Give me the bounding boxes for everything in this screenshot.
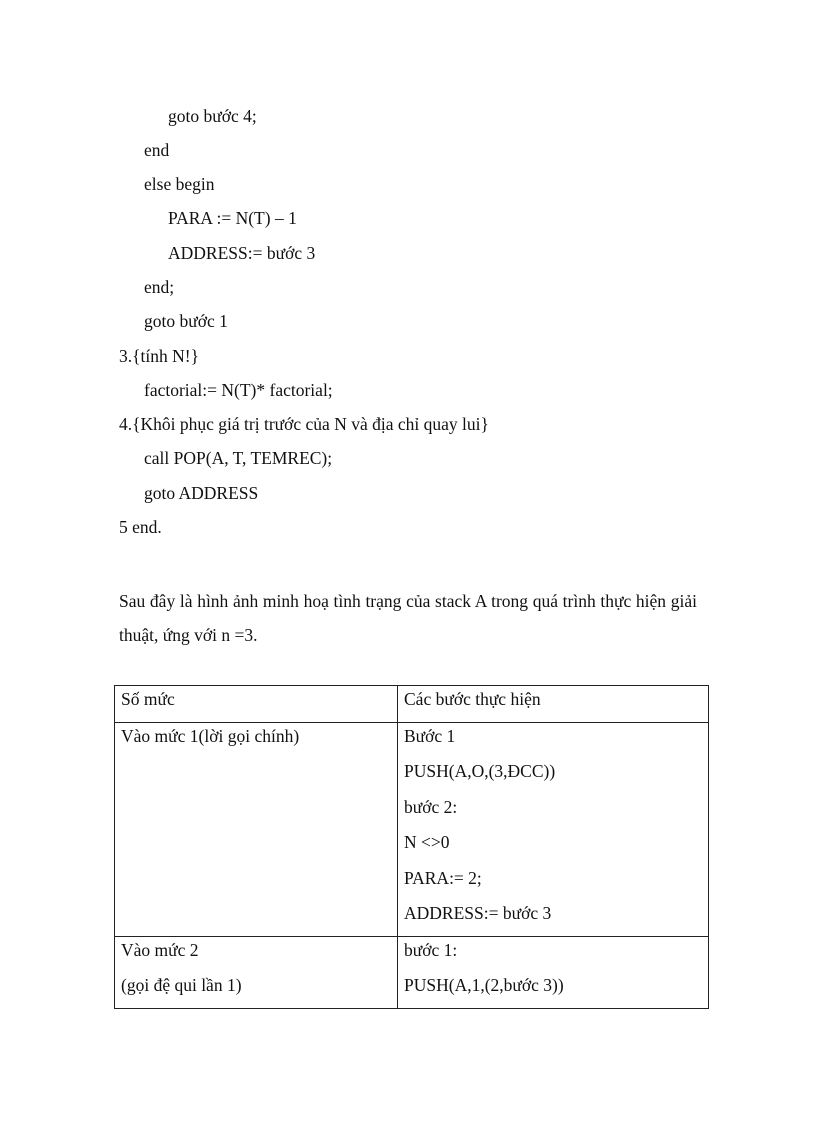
level-cell — [115, 936, 398, 1008]
code-line: else begin — [144, 174, 215, 194]
cell-line: ADDRESS:= bước 3 — [404, 903, 552, 923]
cell-line: Vào mức 2 — [121, 939, 199, 960]
cell-line: N <>0 — [404, 832, 450, 852]
code-line: call POP(A, T, TEMREC); — [144, 448, 333, 468]
header-cell-level — [115, 686, 398, 723]
cell-line: PUSH(A,O,(3,ĐCC)) — [404, 761, 556, 781]
header-cell-steps — [398, 686, 709, 723]
table-row — [115, 722, 709, 936]
steps-cell — [398, 722, 709, 936]
cell-line: PARA:= 2; — [404, 867, 482, 888]
header-label: Các bước thực hiện — [404, 689, 541, 709]
cell-line: bước 1: — [404, 939, 458, 960]
cell-line: (gọi đệ qui lần 1) — [121, 975, 242, 995]
code-line: end — [144, 140, 170, 160]
steps-table — [114, 685, 709, 1009]
code-line: ADDRESS:= bước 3 — [168, 243, 316, 263]
code-line: PARA := N(T) – 1 — [168, 208, 297, 228]
code-line: factorial:= N(T)* factorial; — [144, 380, 333, 400]
cell-line: Bước 1 — [404, 725, 456, 746]
table-row — [115, 936, 709, 1008]
code-line: 3.{tính N!} — [119, 346, 199, 366]
cell-line: PUSH(A,1,(2,bước 3)) — [404, 975, 564, 995]
code-line: 5 end. — [119, 517, 162, 537]
table-header-row — [115, 686, 709, 723]
code-line: end; — [144, 277, 175, 297]
code-line: goto bước 1 — [144, 311, 228, 331]
code-line: goto ADDRESS — [144, 483, 259, 503]
steps-cell — [398, 936, 709, 1008]
body-paragraph: Sau đây là hình ảnh minh hoạ tình trạng của stack A trong quá trình thực hiện giải thuật, ứng với n =3. — [119, 591, 697, 645]
code-line: goto bước 4; — [168, 106, 257, 126]
header-label: Số mức — [121, 689, 175, 709]
cell-line: Vào mức 1(lời gọi chính) — [121, 725, 300, 746]
cell-line: bước 2: — [404, 796, 458, 817]
code-line: 4.{Khôi phục giá trị trước của N và địa chỉ quay lui} — [119, 414, 489, 434]
level-cell — [115, 722, 398, 936]
